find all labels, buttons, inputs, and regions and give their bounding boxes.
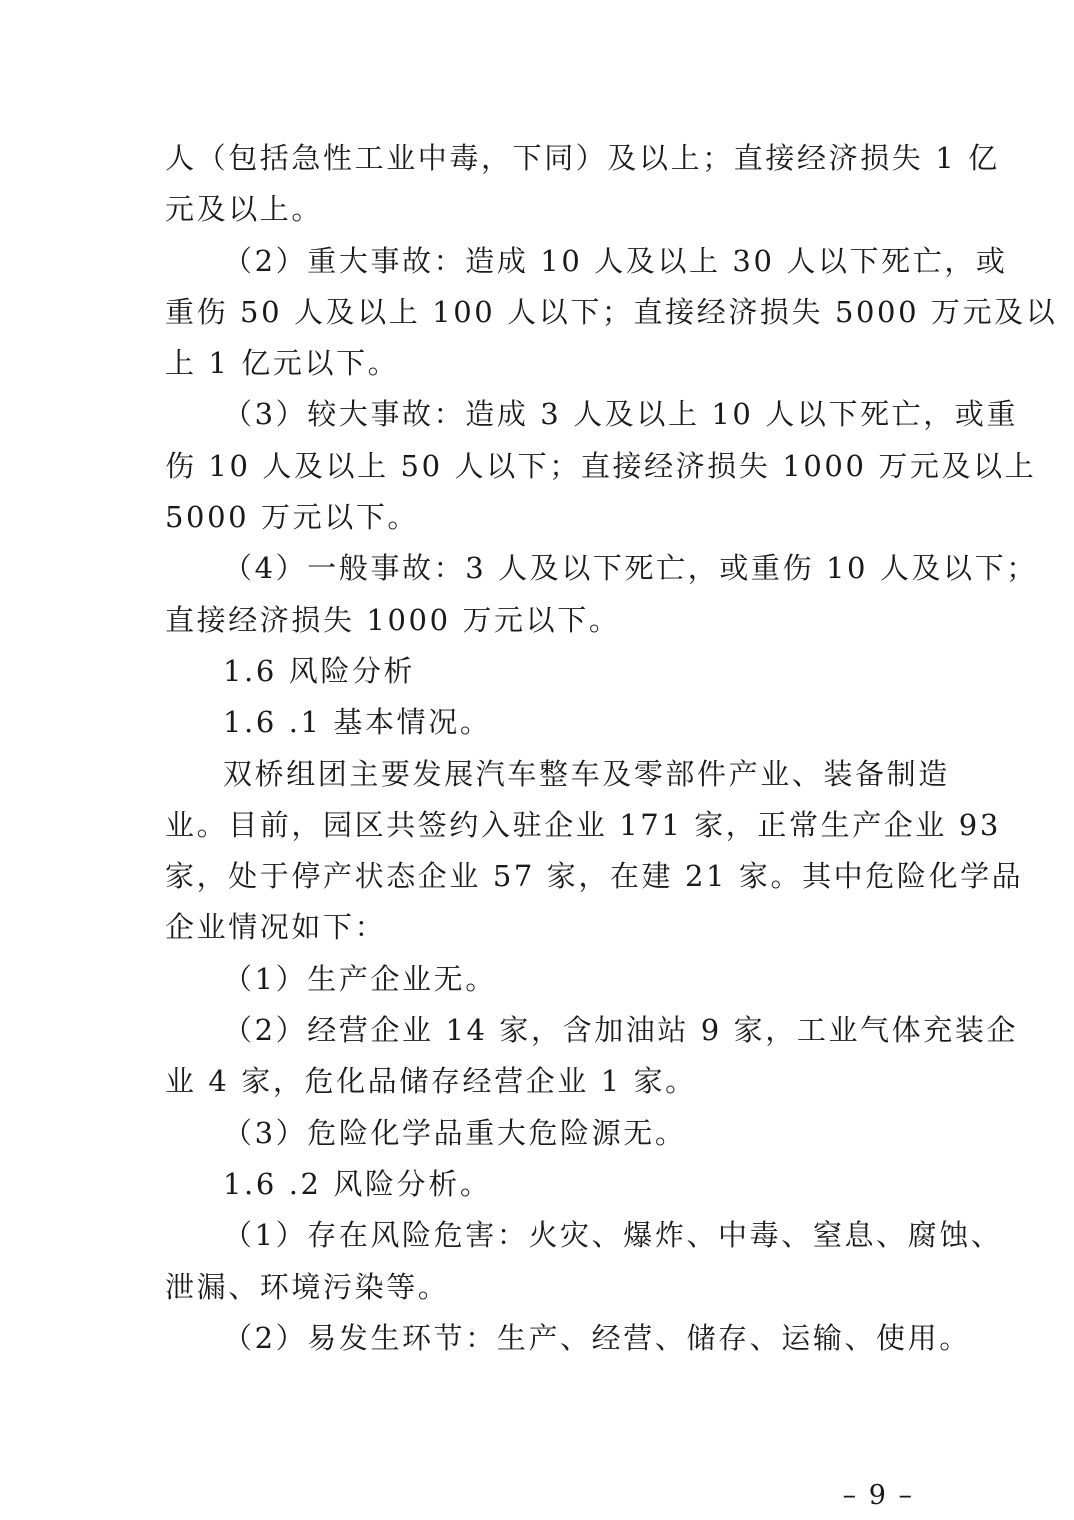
text-line: 1.6 风险分析 [223,653,416,688]
text-line: 伤 10 人及以上 50 人以下；直接经济损失 1000 万元及以上 [165,448,1037,483]
text-line: 重伤 50 人及以上 100 人以下；直接经济损失 5000 万元及以 [165,294,1058,329]
text-line: （4）一般事故：3 人及以下死亡，或重伤 10 人及以下； [223,551,1038,586]
text-line: 泄漏、环境污染等。 [165,1269,450,1304]
text-line: 人（包括急性工业中毒，下同）及以上；直接经济损失 1 亿 [165,141,1000,175]
text-line: （2）经营企业 14 家，含加油站 9 家，工业气体充装企 [223,1013,1019,1048]
document-body [165,133,1058,1364]
text-line: 5000 万元以下。 [165,500,420,535]
text-line: （2）重大事故：造成 10 人及以上 30 人以下死亡，或 [223,243,1008,278]
text-line: 上 1 亿元以下。 [165,346,400,381]
text-line: 1.6 .1 基本情况。 [223,705,492,740]
text-line: （3）危险化学品重大危险源无。 [223,1115,687,1150]
text-line: 业。目前，园区共签约入驻企业 171 家，正常生产企业 93 [165,807,1001,842]
text-line: （3）较大事故：造成 3 人及以上 10 人以下死亡，或重 [223,397,1019,432]
text-line: 元及以上。 [165,192,324,227]
text-line: 直接经济损失 1000 万元以下。 [165,602,621,637]
text-line: 业 4 家，危化品储存经营企业 1 家。 [165,1064,697,1099]
text-line: 家，处于停产状态企业 57 家，在建 21 家。其中危险化学品 [165,859,1024,894]
text-line: 双桥组团主要发展汽车整车及零部件产业、装备制造 [223,756,950,791]
text-line: 企业情况如下： [165,910,387,945]
page-number: – 9 – [842,1480,914,1511]
text-line: （2）易发生环节：生产、经营、储存、运输、使用。 [223,1320,971,1355]
text-line: （1）存在风险危害：火灾、爆炸、中毒、窒息、腐蚀、 [223,1218,1003,1253]
text-line: （1）生产企业无。 [223,961,497,996]
text-line: 1.6 .2 风险分析。 [223,1166,492,1201]
